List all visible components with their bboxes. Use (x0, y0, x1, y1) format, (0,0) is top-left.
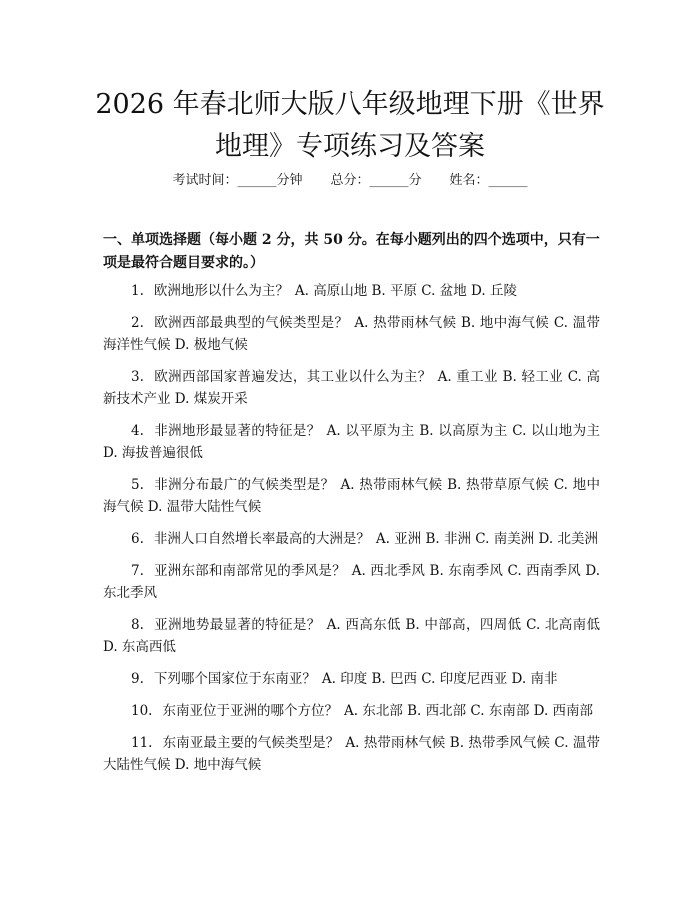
question-stem: 东南亚位于亚洲的哪个方位？ (162, 703, 338, 719)
question-stem: 亚洲地势最显著的特征是？ (153, 617, 321, 633)
question-number: 8. (131, 617, 144, 633)
question-item (103, 528, 600, 550)
question-item (103, 614, 600, 658)
question-number: 10. (131, 703, 153, 719)
section-heading: 一、单项选择题（每小题 2 分，共 50 分。在每小题列出的四个选项中，只有一项是最符合题目要求的。） (103, 232, 600, 271)
question-number: 9. (131, 671, 144, 687)
question-stem: 欧洲西部国家普遍发达，其工业以什么为主？ (153, 369, 432, 385)
question-item (103, 312, 600, 356)
question-number: 5. (131, 477, 144, 493)
exam-time-field: 考试时间：______分钟 (172, 173, 303, 188)
question-stem: 下列哪个国家位于东南亚？ (153, 671, 316, 687)
student-name-field: 姓名：______ (449, 173, 528, 188)
question-options: A. 热带雨林气候 B. 地中海气候 C. 温带海洋性气候 D. 极地气候 (103, 315, 600, 353)
question-number: 7. (131, 563, 144, 579)
question-number: 3. (131, 369, 144, 385)
question-options: A. 西高东低 B. 中部高，四周低 C. 北高南低 D. 东高西低 (103, 617, 600, 655)
question-options: A. 亚洲 B. 非洲 C. 南美洲 D. 北美洲 (375, 531, 598, 547)
document-title: 2026 年春北师大版八年级地理下册《世界地理》专项练习及答案 (95, 89, 605, 162)
question-item (103, 560, 600, 604)
question-number: 1. (131, 283, 144, 299)
question-number: 4. (131, 423, 144, 439)
question-item (103, 732, 600, 776)
total-score-field: 总分：______分 (330, 173, 422, 188)
question-stem: 非洲人口自然增长率最高的大洲是？ (153, 531, 370, 547)
question-item (103, 280, 600, 302)
question-item (103, 474, 600, 518)
question-options: A. 东北部 B. 西北部 C. 东南部 D. 西南部 (343, 703, 594, 719)
question-number: 6. (131, 531, 144, 547)
question-stem: 欧洲地形以什么为主？ (153, 283, 289, 299)
question-options: A. 热带雨林气候 B. 热带季风气候 C. 温带大陆性气候 D. 地中海气候 (103, 735, 600, 773)
question-stem: 非洲地形最显著的特征是？ (153, 423, 321, 439)
question-options: A. 热带雨林气候 B. 热带草原气候 C. 地中海气候 D. 温带大陆性气候 (103, 477, 600, 515)
question-number: 2. (131, 315, 144, 331)
question-options: A. 以平原为主 B. 以高原为主 C. 以山地为主 D. 海拔普遍很低 (103, 423, 600, 461)
question-options: A. 西北季风 B. 东南季风 C. 西南季风 D. 东北季风 (103, 563, 601, 601)
question-item (103, 668, 600, 690)
question-stem: 亚洲东部和南部常见的季风是？ (153, 563, 346, 579)
question-stem: 非洲分布最广的气候类型是？ (153, 477, 335, 493)
question-stem: 东南亚最主要的气候类型是？ (162, 735, 340, 751)
question-item (103, 700, 600, 722)
question-options: A. 印度 B. 巴西 C. 印度尼西亚 D. 南非 (321, 671, 558, 687)
question-number: 11. (131, 735, 153, 751)
question-list (103, 280, 600, 786)
question-options: A. 重工业 B. 轻工业 C. 高新技术产业 D. 煤炭开采 (103, 369, 600, 407)
exam-info (0, 169, 700, 188)
question-item (103, 420, 600, 464)
question-options: A. 高原山地 B. 平原 C. 盆地 D. 丘陵 (294, 283, 517, 299)
question-item (103, 366, 600, 410)
question-stem: 欧洲西部最典型的气候类型是？ (153, 315, 349, 331)
